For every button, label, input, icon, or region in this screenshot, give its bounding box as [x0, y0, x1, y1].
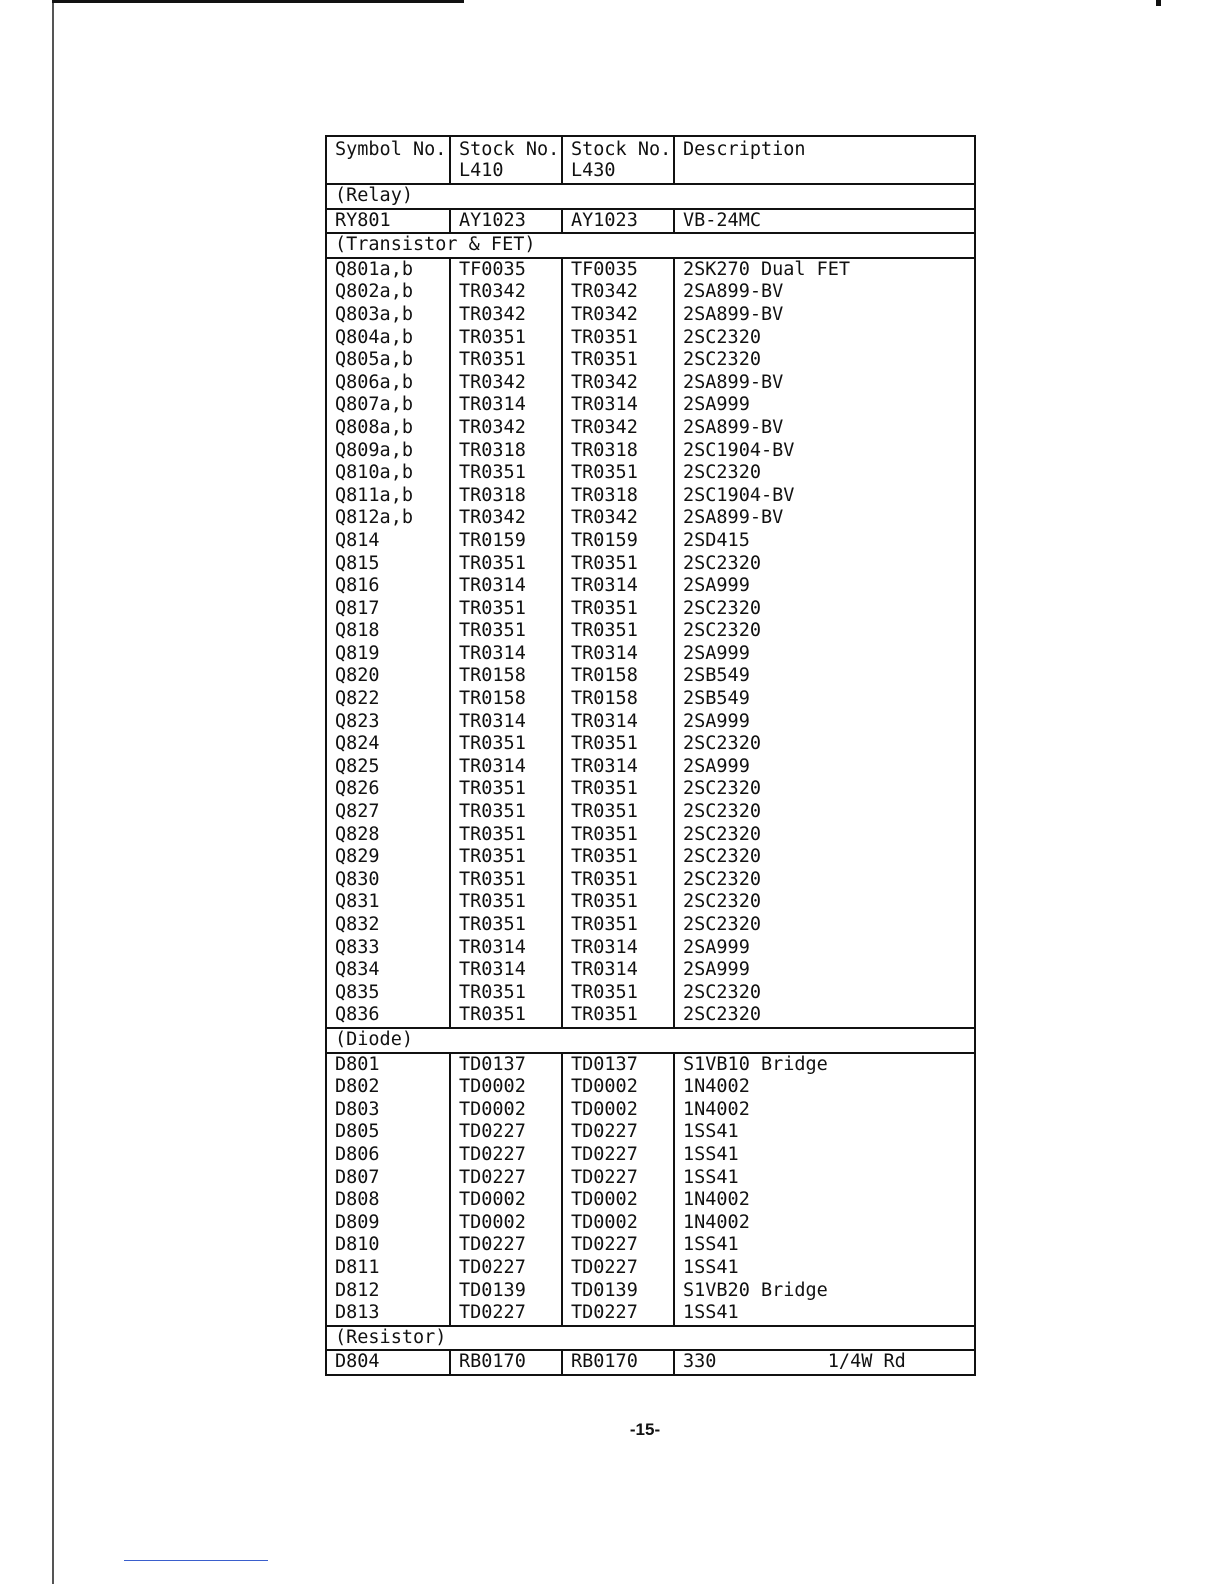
symbol-no-cell: D807 — [326, 1167, 450, 1190]
stock-l410-cell: TR0351 — [450, 620, 562, 643]
stock-l410-cell: TR0351 — [450, 869, 562, 892]
description-cell: 2SA899-BV — [674, 372, 975, 395]
symbol-no-cell: RY801 — [326, 209, 450, 234]
stock-l410-cell: TR0314 — [450, 711, 562, 734]
symbol-no-cell: Q805a,b — [326, 349, 450, 372]
description-cell: 2SC2320 — [674, 846, 975, 869]
symbol-no-cell: Q829 — [326, 846, 450, 869]
symbol-no-cell: D808 — [326, 1189, 450, 1212]
stock-l410-cell: TR0351 — [450, 1004, 562, 1028]
header-symbol-no — [326, 136, 450, 184]
header-stock1-model: L410 — [459, 160, 504, 181]
page-number: -15- — [629, 1420, 661, 1439]
description-cell: 2SD415 — [674, 530, 975, 553]
table-row — [326, 733, 975, 756]
stock-l430-cell: TR0351 — [562, 462, 674, 485]
stock-l430-cell: TR0159 — [562, 530, 674, 553]
stock-l430-cell: TR0351 — [562, 620, 674, 643]
symbol-no-cell: Q832 — [326, 914, 450, 937]
stock-l410-cell: TD0227 — [450, 1144, 562, 1167]
table-row — [326, 598, 975, 621]
stock-l430-cell: TD0227 — [562, 1167, 674, 1190]
description-cell: 2SC2320 — [674, 462, 975, 485]
stock-l410-cell: TR0351 — [450, 349, 562, 372]
section-header-row — [326, 184, 975, 209]
stock-l410-cell: TD0227 — [450, 1121, 562, 1144]
stock-l410-cell: TR0314 — [450, 756, 562, 779]
symbol-no-cell: Q824 — [326, 733, 450, 756]
symbol-no-cell: Q803a,b — [326, 304, 450, 327]
description-cell: 1SS41 — [674, 1144, 975, 1167]
symbol-no-cell: Q804a,b — [326, 327, 450, 350]
symbol-no-cell: Q831 — [326, 891, 450, 914]
header-description-label: Description — [683, 139, 806, 160]
stock-l430-cell: TR0351 — [562, 891, 674, 914]
stock-l430-cell: TR0351 — [562, 733, 674, 756]
table-row — [326, 756, 975, 779]
table-header-row — [326, 136, 975, 184]
description-cell: 2SA999 — [674, 711, 975, 734]
stock-l430-cell: TD0227 — [562, 1234, 674, 1257]
symbol-no-cell: Q823 — [326, 711, 450, 734]
stock-l430-cell: TR0314 — [562, 711, 674, 734]
symbol-no-cell: Q820 — [326, 665, 450, 688]
stock-l410-cell: TD0227 — [450, 1167, 562, 1190]
stock-l430-cell: TR0351 — [562, 824, 674, 847]
stock-l410-cell: AY1023 — [450, 209, 562, 234]
table-row — [326, 1302, 975, 1326]
table-row — [326, 507, 975, 530]
stock-l430-cell: TR0351 — [562, 982, 674, 1005]
table-row — [326, 801, 975, 824]
table-row — [326, 982, 975, 1005]
table-row — [326, 1350, 975, 1375]
stock-l430-cell: TR0314 — [562, 756, 674, 779]
stock-l430-cell: TD0139 — [562, 1280, 674, 1303]
stock-l410-cell: TR0351 — [450, 733, 562, 756]
stock-l410-cell: TR0314 — [450, 959, 562, 982]
header-stock-l430 — [562, 136, 674, 184]
stock-l430-cell: TR0351 — [562, 349, 674, 372]
stock-l410-cell: TR0314 — [450, 575, 562, 598]
stock-l430-cell: TR0342 — [562, 304, 674, 327]
description-cell: 2SA999 — [674, 756, 975, 779]
description-cell: 2SC2320 — [674, 327, 975, 350]
stock-l410-cell: TR0342 — [450, 417, 562, 440]
description-cell: 2SK270 Dual FET — [674, 258, 975, 282]
stock-l410-cell: TD0137 — [450, 1053, 562, 1077]
symbol-no-cell: D802 — [326, 1076, 450, 1099]
table-row — [326, 1076, 975, 1099]
stock-l430-cell: TD0002 — [562, 1099, 674, 1122]
header-stock2-model: L430 — [571, 160, 616, 181]
description-cell: 2SC2320 — [674, 553, 975, 576]
symbol-no-cell: D804 — [326, 1350, 450, 1375]
stock-l410-cell: TR0314 — [450, 394, 562, 417]
symbol-no-cell: Q833 — [326, 937, 450, 960]
stock-l430-cell: TR0351 — [562, 801, 674, 824]
table-row — [326, 417, 975, 440]
stock-l410-cell: TR0314 — [450, 937, 562, 960]
table-row — [326, 1189, 975, 1212]
parts-table — [325, 135, 976, 1376]
stock-l430-cell: TR0158 — [562, 688, 674, 711]
symbol-no-cell: Q819 — [326, 643, 450, 666]
symbol-no-cell: D801 — [326, 1053, 450, 1077]
table-row — [326, 778, 975, 801]
description-cell: 1SS41 — [674, 1121, 975, 1144]
section-label: (Relay) — [326, 184, 975, 209]
description-cell: 2SC2320 — [674, 982, 975, 1005]
stock-l410-cell: TR0342 — [450, 372, 562, 395]
table-row — [326, 711, 975, 734]
stock-l430-cell: TR0318 — [562, 440, 674, 463]
description-cell: VB-24MC — [674, 209, 975, 234]
stock-l430-cell: TR0351 — [562, 327, 674, 350]
description-cell: 1SS41 — [674, 1167, 975, 1190]
stock-l410-cell: TD0227 — [450, 1234, 562, 1257]
stock-l430-cell: TR0314 — [562, 394, 674, 417]
stock-l410-cell: TR0158 — [450, 665, 562, 688]
symbol-no-cell: Q801a,b — [326, 258, 450, 282]
stock-l430-cell: TR0351 — [562, 1004, 674, 1028]
stock-l430-cell: TR0158 — [562, 665, 674, 688]
stock-l410-cell: TR0351 — [450, 327, 562, 350]
symbol-no-cell: Q802a,b — [326, 281, 450, 304]
stock-l410-cell: TR0318 — [450, 440, 562, 463]
table-row — [326, 891, 975, 914]
description-cell: 2SA899-BV — [674, 417, 975, 440]
stock-l410-cell: TF0035 — [450, 258, 562, 282]
description-cell: 1SS41 — [674, 1302, 975, 1326]
table-row — [326, 1144, 975, 1167]
header-stock2-label: Stock No. — [571, 139, 672, 160]
symbol-no-cell: Q816 — [326, 575, 450, 598]
stock-l410-cell: TR0158 — [450, 688, 562, 711]
symbol-no-cell: Q834 — [326, 959, 450, 982]
table-row — [326, 869, 975, 892]
stock-l410-cell: TR0351 — [450, 778, 562, 801]
table-row — [326, 846, 975, 869]
stock-l410-cell: TR0342 — [450, 507, 562, 530]
page-edge-line — [52, 0, 54, 1584]
stock-l430-cell: TD0227 — [562, 1144, 674, 1167]
table-row — [326, 620, 975, 643]
symbol-no-cell: D803 — [326, 1099, 450, 1122]
stock-l410-cell: TD0227 — [450, 1257, 562, 1280]
top-rule-line — [52, 0, 464, 3]
table-row — [326, 553, 975, 576]
stock-l410-cell: TR0351 — [450, 553, 562, 576]
parts-table-body — [326, 136, 975, 1375]
description-cell: 1N4002 — [674, 1189, 975, 1212]
stock-l430-cell: TR0351 — [562, 869, 674, 892]
symbol-no-cell: Q814 — [326, 530, 450, 553]
stock-l410-cell: TR0318 — [450, 485, 562, 508]
symbol-no-cell: Q825 — [326, 756, 450, 779]
stock-l430-cell: TR0351 — [562, 846, 674, 869]
symbol-no-cell: Q817 — [326, 598, 450, 621]
table-row — [326, 1234, 975, 1257]
symbol-no-cell: Q836 — [326, 1004, 450, 1028]
stock-l410-cell: TR0351 — [450, 846, 562, 869]
stock-l410-cell: TD0002 — [450, 1212, 562, 1235]
bottom-underline — [124, 1560, 268, 1561]
symbol-no-cell: D809 — [326, 1212, 450, 1235]
symbol-no-cell: Q822 — [326, 688, 450, 711]
description-cell: 2SC1904-BV — [674, 485, 975, 508]
table-row — [326, 394, 975, 417]
table-row — [326, 440, 975, 463]
stock-l430-cell: TR0342 — [562, 372, 674, 395]
table-row — [326, 349, 975, 372]
description-cell: 2SA999 — [674, 394, 975, 417]
symbol-no-cell: Q812a,b — [326, 507, 450, 530]
symbol-no-cell: Q826 — [326, 778, 450, 801]
symbol-no-cell: Q810a,b — [326, 462, 450, 485]
stock-l410-cell: TR0342 — [450, 281, 562, 304]
symbol-no-cell: Q811a,b — [326, 485, 450, 508]
stock-l410-cell: TR0314 — [450, 643, 562, 666]
stock-l430-cell: TR0342 — [562, 417, 674, 440]
table-row — [326, 959, 975, 982]
description-cell: 1SS41 — [674, 1257, 975, 1280]
description-cell: 2SA999 — [674, 937, 975, 960]
description-cell: 2SA899-BV — [674, 304, 975, 327]
description-cell: 2SC2320 — [674, 778, 975, 801]
stock-l410-cell: TR0351 — [450, 982, 562, 1005]
stock-l410-cell: TD0227 — [450, 1302, 562, 1326]
stock-l410-cell: TD0139 — [450, 1280, 562, 1303]
symbol-no-cell: Q830 — [326, 869, 450, 892]
header-stock-l410 — [450, 136, 562, 184]
table-row — [326, 1121, 975, 1144]
table-row — [326, 575, 975, 598]
symbol-no-cell: Q818 — [326, 620, 450, 643]
stock-l430-cell: TR0342 — [562, 281, 674, 304]
table-row — [326, 914, 975, 937]
description-cell: 2SC2320 — [674, 733, 975, 756]
description-cell: 2SC2320 — [674, 598, 975, 621]
symbol-no-cell: Q835 — [326, 982, 450, 1005]
description-cell: 1N4002 — [674, 1076, 975, 1099]
table-row — [326, 281, 975, 304]
symbol-no-cell: Q808a,b — [326, 417, 450, 440]
top-corner-mark — [1156, 0, 1161, 6]
symbol-no-cell: D811 — [326, 1257, 450, 1280]
symbol-no-cell: D810 — [326, 1234, 450, 1257]
stock-l410-cell: TR0351 — [450, 462, 562, 485]
table-row — [326, 937, 975, 960]
description-cell: S1VB10 Bridge — [674, 1053, 975, 1077]
stock-l430-cell: TD0137 — [562, 1053, 674, 1077]
description-cell: 2SC2320 — [674, 869, 975, 892]
stock-l430-cell: TR0318 — [562, 485, 674, 508]
section-label: (Diode) — [326, 1028, 975, 1053]
description-cell: 2SC2320 — [674, 891, 975, 914]
symbol-no-cell: D805 — [326, 1121, 450, 1144]
description-cell: 2SC1904-BV — [674, 440, 975, 463]
stock-l430-cell: RB0170 — [562, 1350, 674, 1375]
table-row — [326, 824, 975, 847]
stock-l430-cell: TD0227 — [562, 1257, 674, 1280]
stock-l410-cell: TD0002 — [450, 1099, 562, 1122]
stock-l410-cell: TR0351 — [450, 891, 562, 914]
stock-l430-cell: TR0351 — [562, 598, 674, 621]
stock-l430-cell: TD0227 — [562, 1302, 674, 1326]
stock-l410-cell: TD0002 — [450, 1189, 562, 1212]
description-cell: 1N4002 — [674, 1099, 975, 1122]
symbol-no-cell: Q807a,b — [326, 394, 450, 417]
stock-l430-cell: TR0314 — [562, 575, 674, 598]
description-cell: 2SC2320 — [674, 349, 975, 372]
stock-l410-cell: TR0351 — [450, 914, 562, 937]
section-header-row — [326, 233, 975, 258]
stock-l410-cell: TR0351 — [450, 598, 562, 621]
table-row — [326, 1257, 975, 1280]
stock-l430-cell: TR0351 — [562, 778, 674, 801]
description-cell: 2SC2320 — [674, 620, 975, 643]
header-description — [674, 136, 975, 184]
header-symbol-label: Symbol No. — [335, 139, 447, 160]
stock-l430-cell: TR0314 — [562, 959, 674, 982]
description-cell: 2SB549 — [674, 665, 975, 688]
table-row — [326, 1053, 975, 1077]
stock-l430-cell: TR0314 — [562, 643, 674, 666]
description-cell: 2SA899-BV — [674, 281, 975, 304]
table-row — [326, 372, 975, 395]
stock-l410-cell: TR0351 — [450, 801, 562, 824]
table-row — [326, 304, 975, 327]
stock-l410-cell: TR0159 — [450, 530, 562, 553]
table-row — [326, 462, 975, 485]
description-cell: 2SA999 — [674, 959, 975, 982]
symbol-no-cell: D813 — [326, 1302, 450, 1326]
symbol-no-cell: Q806a,b — [326, 372, 450, 395]
stock-l430-cell: TR0342 — [562, 507, 674, 530]
stock-l430-cell: TF0035 — [562, 258, 674, 282]
symbol-no-cell: Q828 — [326, 824, 450, 847]
description-cell: 1N4002 — [674, 1212, 975, 1235]
description-cell: 2SA899-BV — [674, 507, 975, 530]
stock-l430-cell: TD0002 — [562, 1076, 674, 1099]
table-row — [326, 643, 975, 666]
stock-l430-cell: TR0351 — [562, 553, 674, 576]
symbol-no-cell: D812 — [326, 1280, 450, 1303]
table-row — [326, 1099, 975, 1122]
stock-l410-cell: RB0170 — [450, 1350, 562, 1375]
stock-l410-cell: TR0342 — [450, 304, 562, 327]
symbol-no-cell: Q827 — [326, 801, 450, 824]
stock-l430-cell: AY1023 — [562, 209, 674, 234]
stock-l410-cell: TD0002 — [450, 1076, 562, 1099]
section-label: (Resistor) — [326, 1326, 975, 1351]
table-row — [326, 327, 975, 350]
header-stock1-label: Stock No. — [459, 139, 560, 160]
table-row — [326, 209, 975, 234]
table-row — [326, 688, 975, 711]
description-cell: 2SA999 — [674, 575, 975, 598]
symbol-no-cell: Q815 — [326, 553, 450, 576]
description-cell: 2SB549 — [674, 688, 975, 711]
stock-l410-cell: TR0351 — [450, 824, 562, 847]
description-cell: 2SA999 — [674, 643, 975, 666]
section-header-row — [326, 1326, 975, 1351]
description-cell: 2SC2320 — [674, 824, 975, 847]
description-cell: 2SC2320 — [674, 801, 975, 824]
description-cell: 2SC2320 — [674, 1004, 975, 1028]
stock-l430-cell: TD0227 — [562, 1121, 674, 1144]
stock-l430-cell: TR0314 — [562, 937, 674, 960]
description-cell: S1VB20 Bridge — [674, 1280, 975, 1303]
description-cell: 1SS41 — [674, 1234, 975, 1257]
table-row — [326, 665, 975, 688]
table-row — [326, 1004, 975, 1028]
stock-l430-cell: TD0002 — [562, 1212, 674, 1235]
section-header-row — [326, 1028, 975, 1053]
symbol-no-cell: Q809a,b — [326, 440, 450, 463]
table-row — [326, 530, 975, 553]
symbol-no-cell: D806 — [326, 1144, 450, 1167]
description-cell: 2SC2320 — [674, 914, 975, 937]
stock-l430-cell: TR0351 — [562, 914, 674, 937]
table-row — [326, 1212, 975, 1235]
table-row — [326, 258, 975, 282]
stock-l430-cell: TD0002 — [562, 1189, 674, 1212]
section-label: (Transistor & FET) — [326, 233, 975, 258]
table-row — [326, 485, 975, 508]
table-row — [326, 1280, 975, 1303]
description-cell: 330 1/4W Rd — [674, 1350, 975, 1375]
table-row — [326, 1167, 975, 1190]
